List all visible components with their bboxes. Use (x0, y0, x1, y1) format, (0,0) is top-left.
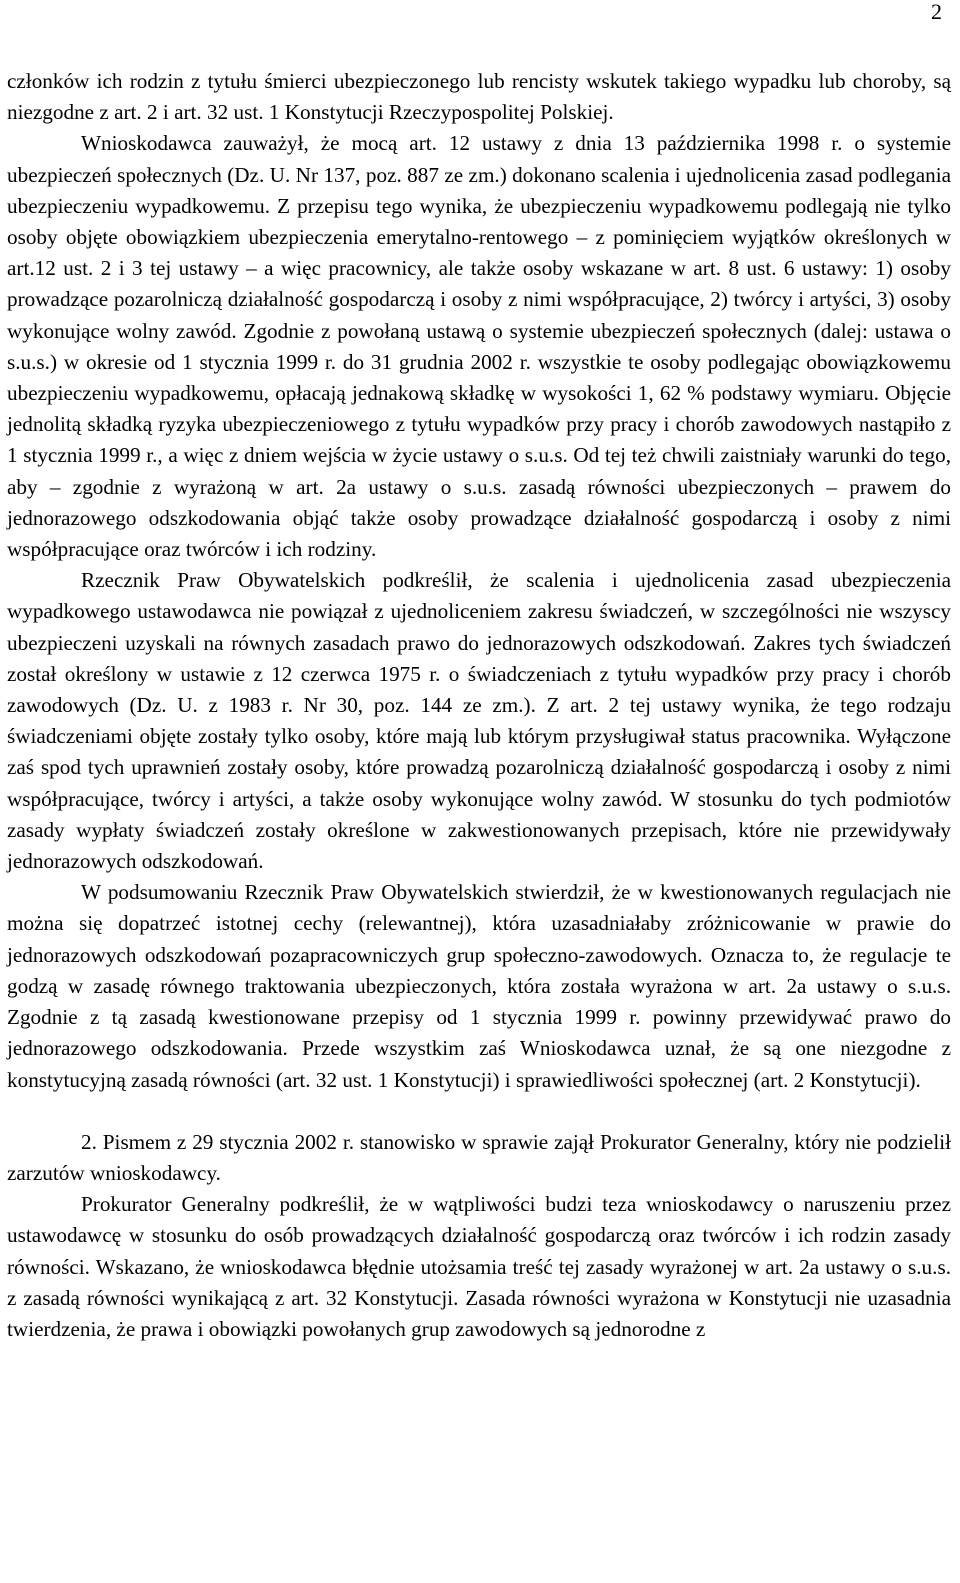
section-paragraph: 2. Pismem z 29 stycznia 2002 r. stanowisko w sprawie zajął Prokurator Generalny, który nie podzielił zarzutów wnioskodawcy. (7, 1129, 951, 1185)
paragraph: W podsumowaniu Rzecznik Praw Obywatelskich stwierdził, że w kwestionowanych regulacjach nie można się dopatrzeć istotnej cechy (relewantnej), która uzasadniałaby zróżnicowanie w prawie do jednorazowych odszkodowań pozapracowniczych grup społeczno-zawodowych. Oznacza to, że regulacje te godzą w zasadę równego traktowania ubezpieczonych, która została wyrażona w art. 2a ustawy o s.u.s. Zgodnie z tą zasadą kwestionowane przepisy od 1 stycznia 1999 r. powinny przewidywać prawo do jednorazowego odszkodowania. Przede wszystkim zaś Wnioskodawca uznał, że są one niezgodne z konstytucyjną zasadą równości (art. 32 ust. 1 Konstytucji) i sprawiedliwości społecznej (art. 2 Konstytucji). (7, 880, 951, 1092)
paragraph: członków ich rodzin z tytułu śmierci ubezpieczonego lub rencisty wskutek takiego wypadku lub choroby, są niezgodne z art. 2 i art. 32 ust. 1 Konstytucji Rzeczypospolitej Polskiej. (7, 69, 951, 125)
page-number: 2 (931, 0, 942, 24)
paragraph: Rzecznik Praw Obywatelskich podkreślił, że scalenia i ujednolicenia zasad ubezpieczenia wypadkowego ustawodawca nie powiązał z ujednoliceniem zakresu świadczeń, w szczególności nie wszyscy ubezpieczeni uzyskali na równych zasadach prawo do jednorazowych odszkodowań. Zakres tych świadczeń został określony w ustawie z 12 czerwca 1975 r. o świadczeniach z tytułu wypadków przy pracy i chorób zawodowych (Dz. U. z 1983 r. Nr 30, poz. 144 ze zm.). Z art. 2 tej ustawy wynika, że tego rodzaju świadczeniami objęte zostały tylko osoby, które mają lub którym przysługiwał status pracownika. Wyłączone zaś spod tych uprawnień zostały osoby, które prowadzą pozarolniczą działalność gospodarczą i osoby z nimi współpracujące, twórcy i artyści, a także osoby wykonujące wolny zawód. W stosunku do tych podmiotów zasady wypłaty świadczeń zostały określone w zakwestionowanych przepisach, które nie przewidywały jednorazowych odszkodowań. (7, 568, 951, 874)
paragraph: Wnioskodawca zauważył, że mocą art. 12 ustawy z dnia 13 października 1998 r. o systemie ubezpieczeń społecznych (Dz. U. Nr 137, poz. 887 ze zm.) dokonano scalenia i ujednolicenia zasad podlegania ubezpieczeniu wypadkowemu. Z przepisu tego wynika, że ubezpieczeniu wypadkowemu podlegają nie tylko osoby objęte obowiązkiem ubezpieczenia emerytalno-rentowego – z pominięciem wyjątków określonych w art.12 ust. 2 i 3 tej ustawy – a więc pracownicy, ale także osoby wskazane w art. 8 ust. 6 ustawy: 1) osoby prowadzące pozarolniczą działalność gospodarczą i osoby z nimi współpracujące, 2) twórcy i artyści, 3) osoby wykonujące wolny zawód. Zgodnie z powołaną ustawą o systemie ubezpieczeń społecznych (dalej: ustawa o s.u.s.) w okresie od 1 stycznia 1999 r. do 31 grudnia 2002 r. wszystkie te osoby podlegając obowiązkowemu ubezpieczeniu wypadkowemu, opłacają jednakową składkę w wysokości 1, 62 % podstawy wymiaru. Objęcie jednolitą składką ryzyka ubezpieczeniowego z tytułu wypadków przy pracy i chorób zawodowych nastąpiło z 1 stycznia 1999 r., a więc z dniem wejścia w życie ustawy o s.u.s. Od tej też chwili zaistniały warunki do tego, aby – zgodnie z wyrażoną w art. 2a ustawy o s.u.s. zasadą równości ubezpieczonych – prawem do jednorazowego odszkodowania objąć także osoby prowadzące działalność gospodarczą i osoby z nimi współpracujące oraz twórców i ich rodziny. (7, 131, 951, 562)
paragraph: Prokurator Generalny podkreślił, że w wątpliwości budzi teza wnioskodawcy o naruszeniu przez ustawodawcę w stosunku do osób prowadzących działalność gospodarczą oraz twórców i ich rodzin zasady równości. Wskazano, że wnioskodawca błędnie utożsamia treść tej zasady wyrażonej w art. 2a ustawy o s.u.s. z zasadą równości wynikającą z art. 32 Konstytucji. Zasada równości wyrażona w Konstytucji nie uzasadnia twierdzenia, że prawa i obowiązki powołanych grup zawodowych są jednorodne z (7, 1192, 951, 1341)
document-body (7, 66, 951, 1345)
